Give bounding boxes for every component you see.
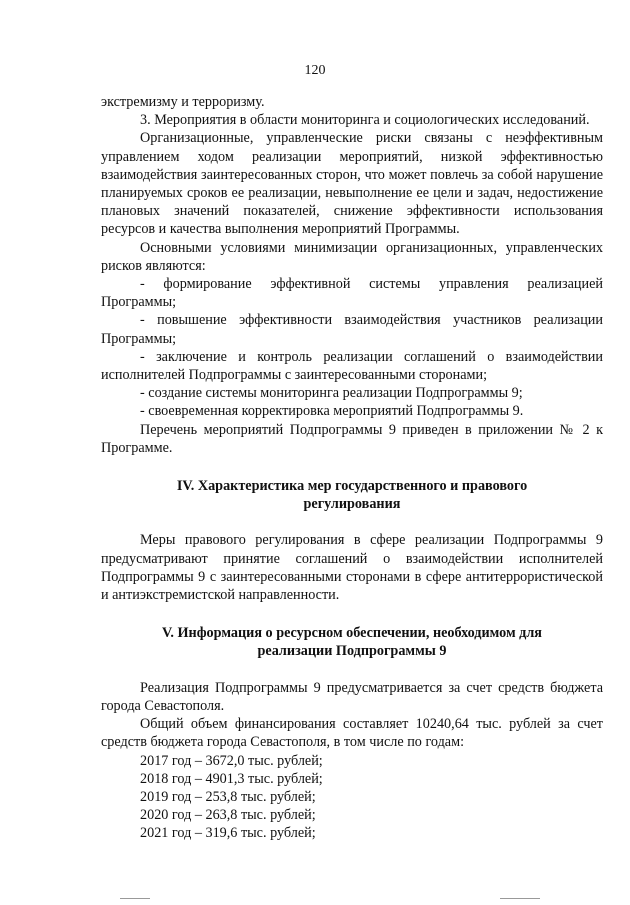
- year-funding-2020: 2020 год – 263,8 тыс. рублей;: [140, 807, 316, 824]
- paragraph-conditions: Основными условиями минимизации организационных, управленческих рисков являются:: [101, 239, 603, 274]
- section-4-heading-line-2: регулирования: [303, 496, 401, 513]
- scan-artifact-mark: [500, 898, 540, 899]
- paragraph-appendix-ref: Перечень мероприятий Подпрограммы 9 приведен в приложении № 2 к Программе.: [101, 421, 603, 456]
- paragraph-continuation: экстремизму и терроризму.: [101, 94, 265, 110]
- section-4-text: Меры правового регулирования в сфере реализации Подпрограммы 9 предусматривают принятие соглашений о взаимодействии исполнителей Подпрограммы 9 с заинтересованными сторонами в сфере антитеррористической и антиэкстремистской направленности.: [101, 532, 603, 604]
- paragraph-item-3: 3. Мероприятия в области мониторинга и социологических исследований.: [140, 112, 590, 129]
- list-item-2: - повышение эффективности взаимодействия участников реализации Программы;: [101, 312, 603, 347]
- page-number: 120: [304, 63, 326, 78]
- list-item-1: - формирование эффективной системы управления реализацией Программы;: [101, 276, 603, 311]
- year-funding-2021: 2021 год – 319,6 тыс. рублей;: [140, 825, 316, 842]
- section-5-paragraph-2: Общий объем финансирования составляет 10240,64 тыс. рублей за счет средств бюджета города Севастополя, в том числе по годам:: [101, 716, 603, 751]
- paragraph-risks: Организационные, управленческие риски связаны с неэффективным управлением ходом реализации мероприятий, низкой эффективностью взаимодействия заинтересованных сторон, что может повлечь за собой нарушение планируемых сроков ее реализации, невыполнение ее цели и задач, недостижение плановых значений показателей, снижение эффективности использования ресурсов и качества выполнения мероприятий Программы.: [101, 130, 603, 238]
- list-item-5: - своевременная корректировка мероприятий Подпрограммы 9.: [140, 403, 524, 420]
- section-5-heading-line-2: реализации Подпрограммы 9: [257, 643, 447, 660]
- year-funding-2018: 2018 год – 4901,3 тыс. рублей;: [140, 770, 323, 787]
- list-item-3: - заключение и контроль реализации соглашений о взаимодействии исполнителей Подпрограммы с заинтересованными сторонами;: [101, 348, 603, 384]
- year-funding-2017: 2017 год – 3672,0 тыс. рублей;: [140, 752, 323, 769]
- scan-artifact-mark: [120, 898, 150, 899]
- section-5-paragraph-1: Реализация Подпрограммы 9 предусматривается за счет средств бюджета города Севастополя.: [101, 679, 603, 714]
- year-funding-2019: 2019 год – 253,8 тыс. рублей;: [140, 788, 316, 805]
- section-5-heading-line-1: V. Информация о ресурсном обеспечении, необходимом для: [162, 625, 542, 642]
- list-item-4: - создание системы мониторинга реализации Подпрограммы 9;: [140, 385, 523, 402]
- page-body: [101, 93, 603, 843]
- section-4-heading-line-1: IV. Характеристика мер государственного и правового: [176, 478, 528, 495]
